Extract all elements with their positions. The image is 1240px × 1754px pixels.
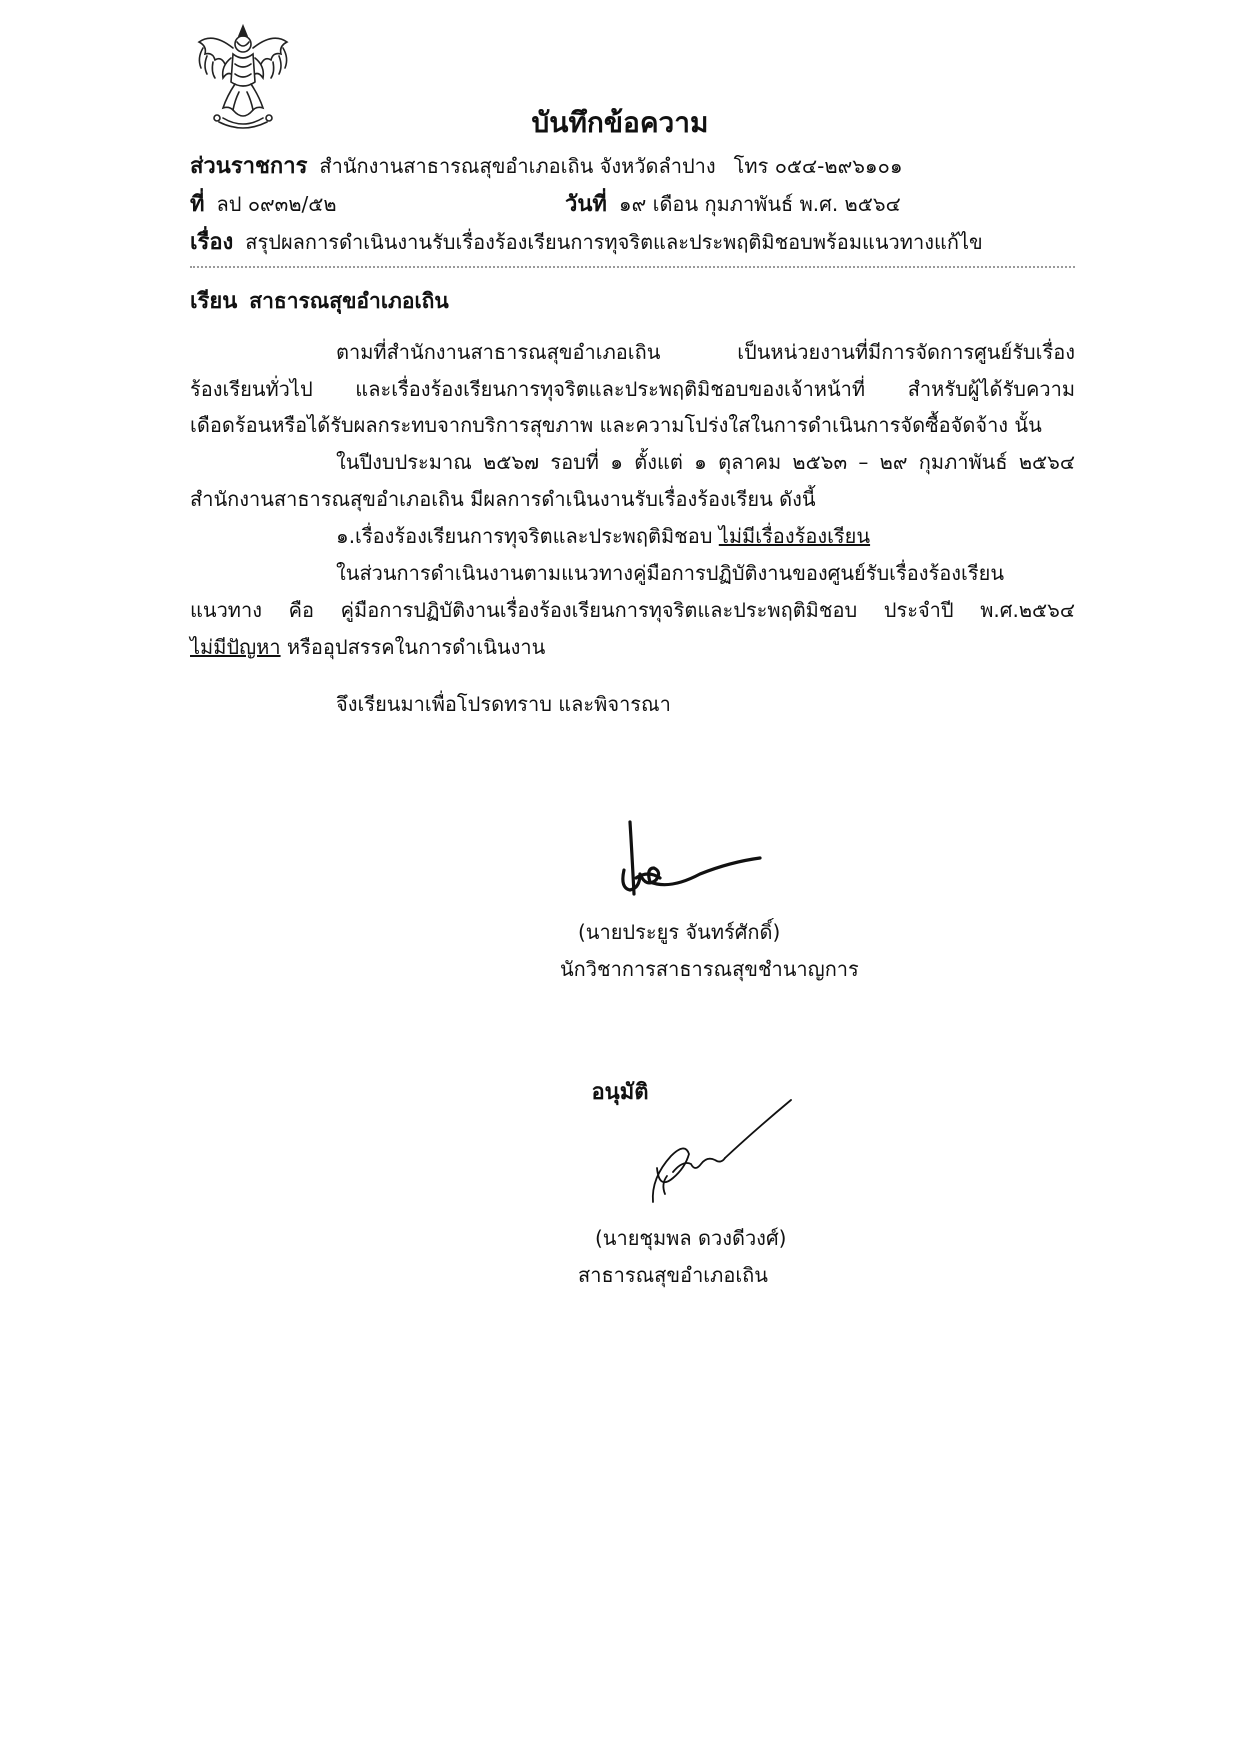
salutation-value: สาธารณสุขอำเภอเถิน [249,289,449,313]
subject-row [190,224,983,259]
agency-row [190,148,903,183]
item-1 [190,524,1075,548]
approver-position: สาธารณสุขอำเภอเถิน [578,1263,768,1287]
header-divider [190,266,1075,268]
subject-label: เรื่อง [190,230,234,255]
subject-value: สรุปผลการดำเนินงานรับเรื่องร้องเรียนการทุจริตและประพฤติมิชอบพร้อมแนวทางแก้ไข [245,230,983,254]
ref-row [190,186,337,221]
ref-value: ลป ๐๙๓๒/๕๒ [216,192,337,216]
paragraph-3-line-1: ในส่วนการดำเนินงานตามแนวทางคู่มือการปฏิบัติงานของศูนย์รับเรื่องร้องเรียน [336,561,1005,585]
no-problem-text: ไม่มีปัญหา [190,635,281,659]
paragraph-1-line-3: เดือดร้อนหรือได้รับผลกระทบจากบริการสุขภาพ และความโปร่งใสในการดำเนินการจัดซื้อจัดจ้าง นั้น [190,413,1042,437]
paragraph-2-line-1: ในปีงบประมาณ ๒๕๖๗ รอบที่ ๑ ตั้งแต่ ๑ ตุลาคม ๒๕๖๓ – ๒๙ กุมภาพันธ์ ๒๕๖๔ [336,450,1075,474]
item-1-text: ๑.เรื่องร้องเรียนการทุจริตและประพฤติมิชอบ [336,524,713,548]
salutation-label: เรียน [190,289,238,314]
paragraph-1-line-1: ตามที่สำนักงานสาธารณสุขอำเภอเถิน เป็นหน่วยงานที่มีการจัดการศูนย์รับเรื่อง [336,340,1075,364]
paragraph-3-rest: หรืออุปสรรคในการดำเนินงาน [280,635,546,659]
salutation [190,283,449,318]
paragraph-2-line-2: สำนักงานสาธารณสุขอำเภอเถิน มีผลการดำเนินงานรับเรื่องร้องเรียน ดังนี้ [190,487,816,511]
agency-value: สำนักงานสาธารณสุขอำเภอเถิน จังหวัดลำปาง [319,154,716,178]
ref-label: ที่ [190,192,205,217]
paragraph-3-line-2: แนวทาง คือ คู่มือการปฏิบัติงานเรื่องร้องเรียนการทุจริตและประพฤติมิชอบ ประจำปี พ.ศ.๒๕๖๔ [190,598,1075,622]
signature-2 [645,1098,795,1208]
date-label: วันที่ [565,192,607,217]
memo-title: บันทึกข้อความ [531,106,709,139]
agency-label: ส่วนราชการ [190,154,308,179]
date-row [565,186,901,221]
signer-1-name: (นายประยูร จันทร์ศักดิ์) [578,920,781,944]
date-value: ๑๙ เดือน กุมภาพันธ์ พ.ศ. ๒๕๖๔ [618,192,901,216]
closing-line: จึงเรียนมาเพื่อโปรดทราบ และพิจารณา [336,692,671,716]
paragraph-3-line-3 [190,635,1075,659]
item-1-status: ไม่มีเรื่องร้องเรียน [718,524,871,548]
phone-number: โทร ๐๕๔-๒๙๖๑๐๑ [733,154,903,178]
signer-1-position: นักวิชาการสาธารณสุขชำนาญการ [560,957,859,981]
signature-1 [610,818,770,902]
approval-label: อนุมัติ [591,1080,649,1105]
approver-name: (นายชุมพล ดวงดีวงศ์) [595,1226,787,1250]
paragraph-1-line-2: ร้องเรียนทั่วไป และเรื่องร้องเรียนการทุจริตและประพฤติมิชอบของเจ้าหน้าที่ สำหรับผู้ได้รับความ [190,377,1075,401]
